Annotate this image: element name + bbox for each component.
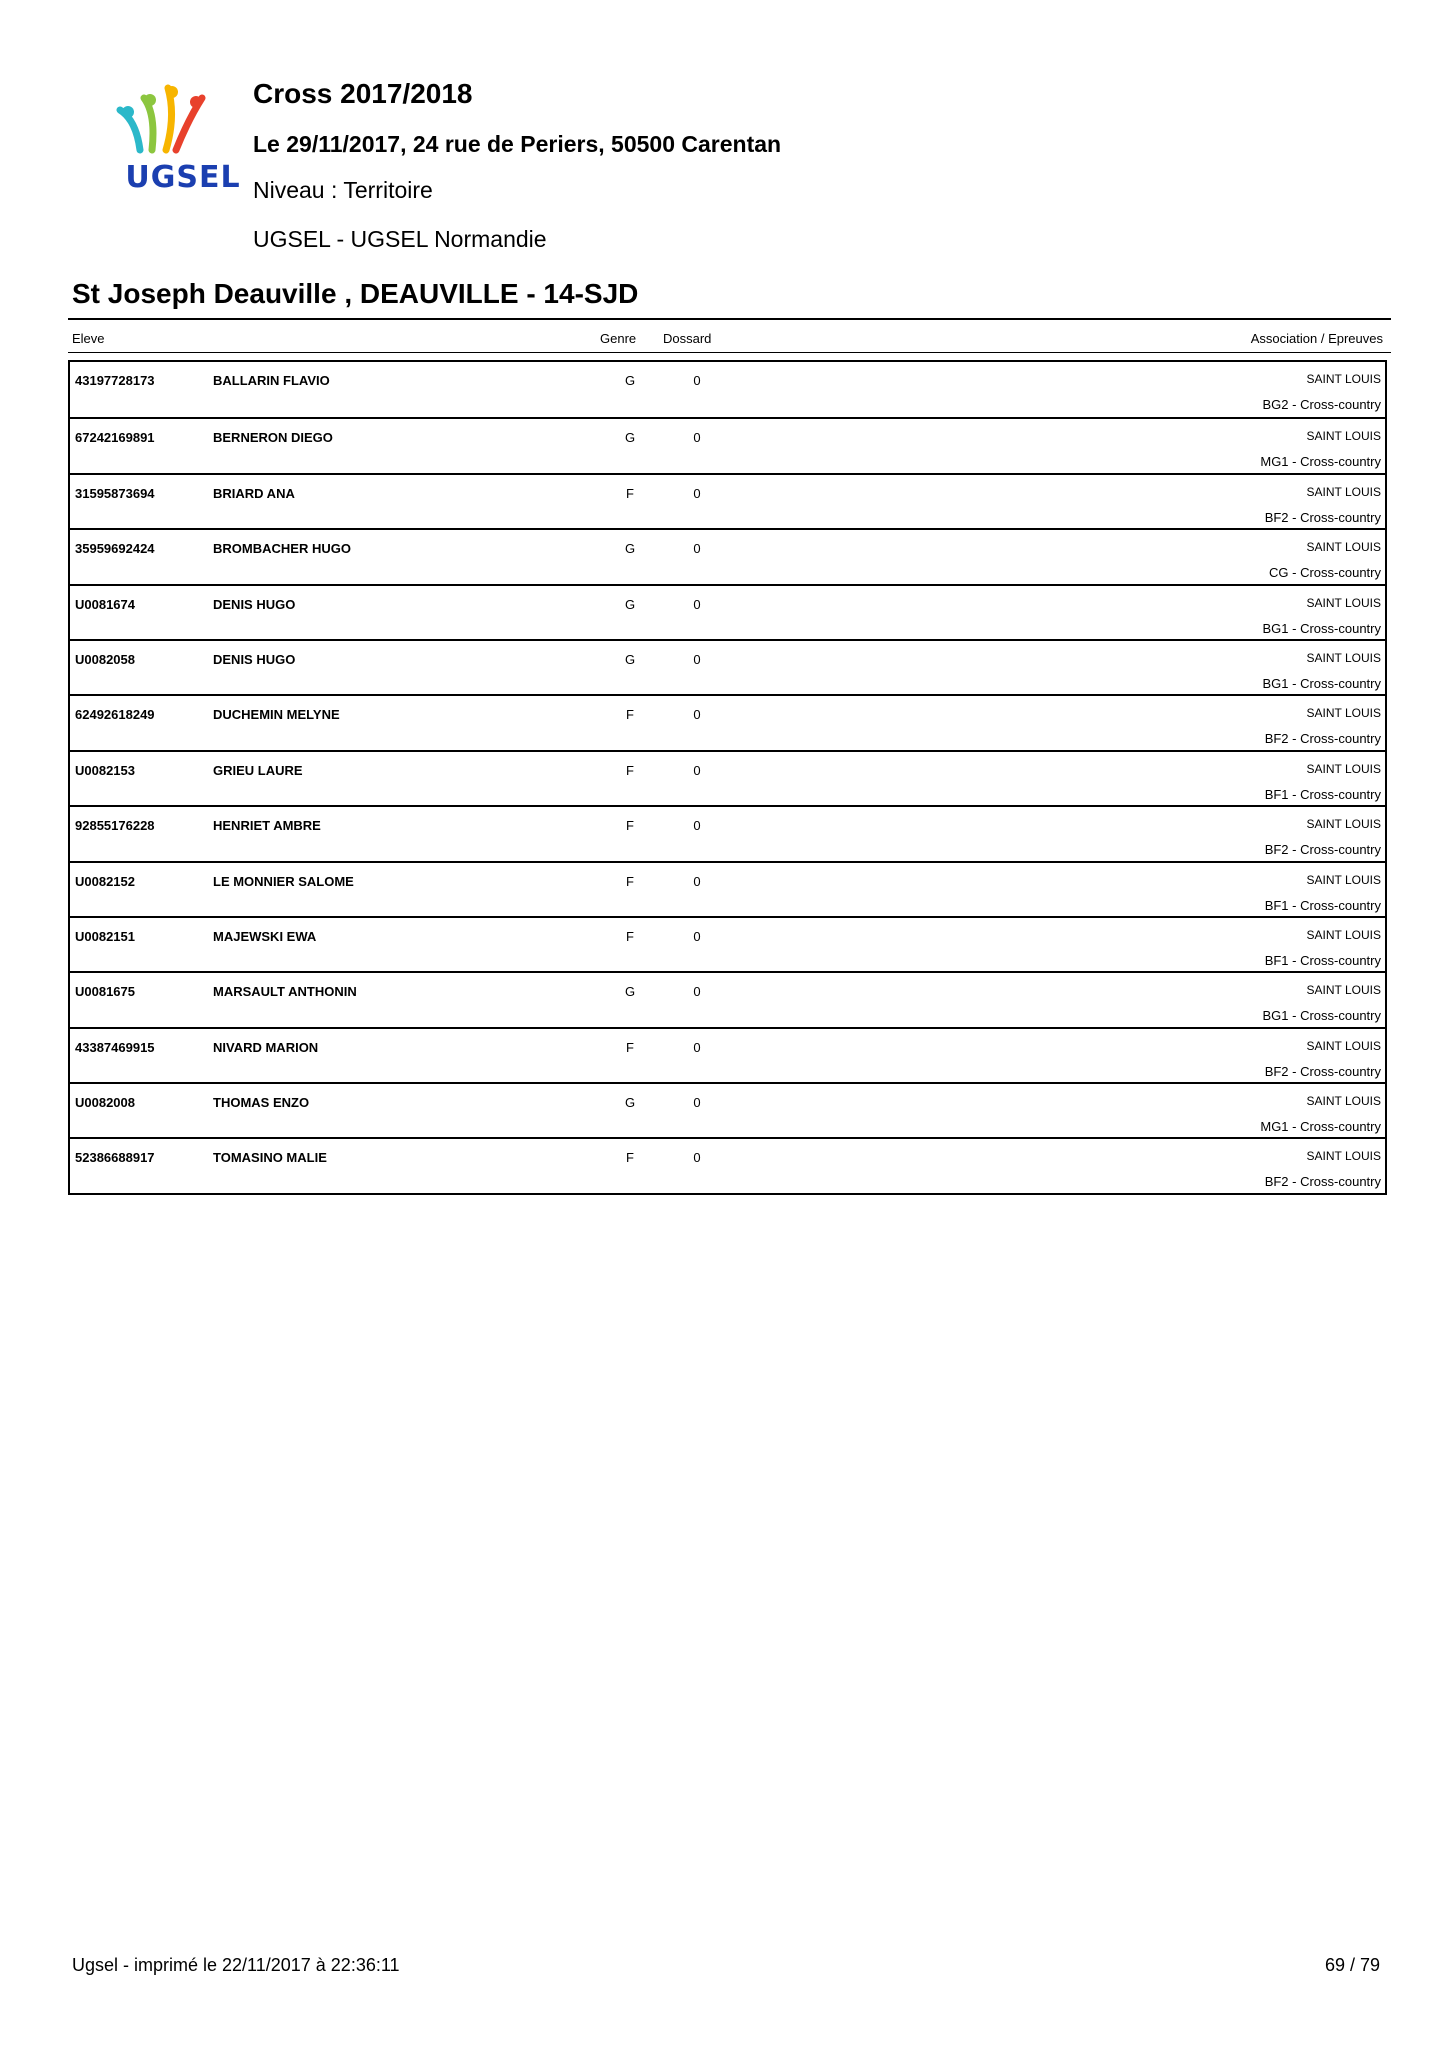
ugsel-logo	[106, 80, 256, 210]
event-cell: BF2 - Cross-country	[1264, 509, 1381, 525]
student-id: U0082058	[75, 651, 135, 667]
student-id: 92855176228	[75, 818, 155, 834]
genre-cell: F	[626, 762, 634, 778]
genre-cell: F	[626, 818, 634, 834]
event-cell: BF2 - Cross-country	[1264, 1174, 1381, 1190]
student-name: MARSAULT ANTHONIN	[213, 984, 357, 1000]
genre-cell: G	[624, 373, 636, 388]
student-name: NIVARD MARION	[213, 1039, 319, 1055]
association-cell: SAINT LOUIS	[1306, 372, 1381, 386]
association-cell: SAINT LOUIS	[1306, 1094, 1381, 1109]
association-cell: SAINT LOUIS	[1306, 983, 1381, 998]
student-name: BERNERON DIEGO	[213, 430, 333, 446]
figures-icon	[106, 80, 256, 160]
dossard-cell: 0	[693, 430, 701, 446]
association-cell: SAINT LOUIS	[1306, 1038, 1381, 1053]
event-cell: BG1 - Cross-country	[1262, 620, 1381, 636]
association-cell: SAINT LOUIS	[1306, 872, 1381, 887]
association-cell: SAINT LOUIS	[1306, 817, 1381, 832]
student-id: 43197728173	[75, 373, 155, 388]
table-row	[70, 1082, 1385, 1137]
student-id: U0081674	[75, 596, 135, 612]
dossard-cell: 0	[693, 1095, 701, 1111]
association-cell: SAINT LOUIS	[1306, 927, 1381, 942]
organisation-label: UGSEL - UGSEL Normandie	[253, 226, 547, 252]
column-header-eleve: Eleve	[72, 331, 105, 346]
dossard-cell: 0	[693, 373, 701, 388]
column-header-dossard: Dossard	[663, 331, 712, 346]
table-row	[70, 861, 1385, 916]
dossard-cell: 0	[693, 1039, 701, 1055]
event-cell: BF1 - Cross-country	[1264, 897, 1381, 913]
divider	[68, 318, 1391, 320]
dossard-cell: 0	[693, 651, 701, 667]
genre-cell: F	[626, 1039, 634, 1055]
student-id: 52386688917	[75, 1150, 155, 1166]
event-date-location: Le 29/11/2017, 24 rue de Periers, 50500 Carentan	[253, 131, 782, 157]
genre-cell: G	[624, 651, 636, 667]
student-name: BALLARIN FLAVIO	[213, 373, 330, 388]
dossard-cell: 0	[693, 762, 701, 778]
genre-cell: G	[624, 1095, 636, 1111]
association-cell: SAINT LOUIS	[1306, 540, 1381, 555]
dossard-cell: 0	[693, 928, 701, 944]
table-row	[70, 584, 1385, 639]
dossard-cell: 0	[693, 707, 701, 723]
column-header-association: Association / Epreuves	[1250, 331, 1383, 346]
dossard-cell: 0	[693, 818, 701, 834]
student-id: U0081675	[75, 984, 135, 1000]
genre-cell: G	[624, 984, 636, 1000]
school-heading: St Joseph Deauville , DEAUVILLE - 14-SJD	[72, 278, 639, 309]
association-cell: SAINT LOUIS	[1306, 761, 1381, 776]
dossard-cell: 0	[693, 1150, 701, 1166]
student-name: TOMASINO MALIE	[213, 1150, 327, 1166]
table-row	[70, 916, 1385, 971]
table-row	[70, 473, 1385, 528]
event-cell: BF1 - Cross-country	[1264, 786, 1381, 802]
association-cell: SAINT LOUIS	[1306, 1149, 1381, 1164]
student-name: DENIS HUGO	[213, 651, 296, 667]
student-name: DENIS HUGO	[213, 596, 296, 612]
association-cell: SAINT LOUIS	[1306, 429, 1381, 444]
student-id: U0082152	[75, 873, 135, 889]
table-row	[70, 1137, 1385, 1192]
genre-cell: F	[626, 928, 634, 944]
genre-cell: F	[626, 1150, 634, 1166]
student-name: GRIEU LAURE	[213, 762, 303, 778]
student-name: LE MONNIER SALOME	[213, 873, 354, 889]
student-name: DUCHEMIN MELYNE	[213, 707, 340, 723]
dossard-cell: 0	[693, 541, 701, 557]
student-id: 35959692424	[75, 541, 155, 557]
event-cell: BG1 - Cross-country	[1262, 1008, 1381, 1024]
table-row	[70, 639, 1385, 694]
student-id: 43387469915	[75, 1039, 155, 1055]
table-row	[70, 417, 1385, 472]
student-id: 62492618249	[75, 707, 155, 723]
table-row	[70, 805, 1385, 860]
level-label: Niveau : Territoire	[253, 177, 433, 203]
student-name: BROMBACHER HUGO	[213, 541, 351, 557]
participants-table	[68, 360, 1387, 1195]
student-id: 67242169891	[75, 430, 155, 446]
association-cell: SAINT LOUIS	[1306, 650, 1381, 665]
page-title: Cross 2017/2018	[253, 78, 473, 109]
event-cell: MG1 - Cross-country	[1260, 1119, 1381, 1135]
table-row	[70, 694, 1385, 749]
student-id: 31595873694	[75, 485, 155, 501]
event-cell: BF2 - Cross-country	[1264, 731, 1381, 747]
table-row	[70, 528, 1385, 583]
genre-cell: F	[626, 485, 634, 501]
divider	[68, 352, 1391, 353]
event-cell: BF2 - Cross-country	[1264, 1063, 1381, 1079]
student-name: THOMAS ENZO	[213, 1095, 310, 1111]
student-name: HENRIET AMBRE	[213, 818, 321, 834]
student-name: MAJEWSKI EWA	[213, 928, 317, 944]
event-cell: BF1 - Cross-country	[1264, 952, 1381, 968]
association-cell: SAINT LOUIS	[1306, 595, 1381, 610]
genre-cell: G	[624, 596, 636, 612]
genre-cell: F	[626, 707, 634, 723]
page-number: 69 / 79	[1324, 1955, 1380, 1975]
logo-wordmark: UGSEL	[125, 160, 241, 195]
event-cell: BF2 - Cross-country	[1264, 842, 1381, 858]
student-name: BRIARD ANA	[213, 485, 295, 501]
event-cell: BG2 - Cross-country	[1262, 397, 1381, 412]
table-row	[70, 750, 1385, 805]
table-row	[70, 971, 1385, 1026]
student-id: U0082151	[75, 928, 135, 944]
student-id: U0082153	[75, 762, 135, 778]
event-cell: CG - Cross-country	[1269, 565, 1381, 581]
dossard-cell: 0	[693, 485, 701, 501]
student-id: U0082008	[75, 1095, 135, 1111]
print-timestamp: Ugsel - imprimé le 22/11/2017 à 22:36:11	[72, 1955, 400, 1975]
genre-cell: G	[624, 430, 636, 446]
genre-cell: G	[624, 541, 636, 557]
association-cell: SAINT LOUIS	[1306, 706, 1381, 721]
dossard-cell: 0	[693, 984, 701, 1000]
dossard-cell: 0	[693, 596, 701, 612]
column-header-genre: Genre	[600, 331, 637, 346]
event-cell: BG1 - Cross-country	[1262, 675, 1381, 691]
table-row	[70, 1027, 1385, 1082]
table-row	[70, 362, 1385, 417]
genre-cell: F	[626, 873, 634, 889]
event-cell: MG1 - Cross-country	[1260, 454, 1381, 470]
dossard-cell: 0	[693, 873, 701, 889]
association-cell: SAINT LOUIS	[1306, 484, 1381, 499]
